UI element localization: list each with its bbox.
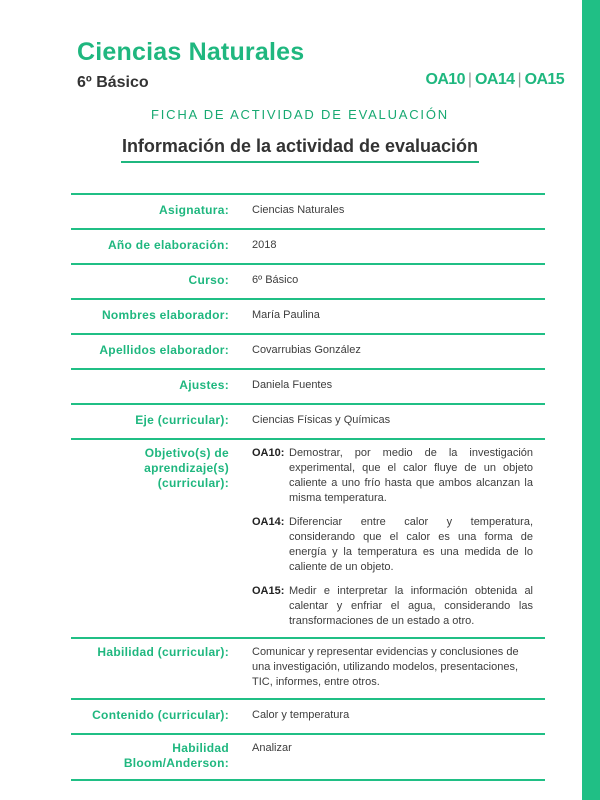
oa-separator: | — [517, 71, 522, 88]
objetivo-item — [252, 446, 545, 506]
table-row — [71, 229, 545, 264]
objetivo-code: OA15: — [252, 585, 285, 597]
objetivo-text: Medir e interpretar la información obtenida al calentar y enfriar el agua, considerando las transformaciones de un estado a otro. — [289, 585, 533, 627]
oa-code: OA10 — [425, 71, 465, 88]
row-label: Ajustes: — [71, 369, 252, 404]
page-title: Información de la actividad de evaluación — [121, 136, 479, 156]
objetivo-item — [252, 584, 545, 629]
subject-title: Ciencias Naturales — [77, 38, 305, 66]
row-value: 6º Básico — [252, 264, 545, 299]
row-value: Daniela Fuentes — [252, 369, 545, 404]
oa-codes — [425, 71, 564, 89]
habilidad-cell — [252, 638, 545, 699]
row-label: Eje (curricular): — [71, 404, 252, 439]
oa-code: OA15 — [524, 71, 564, 88]
ficha-title: FICHA DE ACTIVIDAD DE EVALUACIÓN — [151, 107, 449, 122]
row-value: María Paulina — [252, 299, 545, 334]
row-label: Asignatura: — [71, 194, 252, 229]
bloom-value: Analizar — [252, 742, 292, 754]
grade-label: 6º Básico — [77, 74, 149, 91]
row-label: Año de elaboración: — [71, 229, 252, 264]
objetivos-row — [71, 439, 545, 638]
habilidad-row — [71, 638, 545, 699]
objetivo-item — [252, 515, 545, 575]
objetivos-label: Objetivo(s) de aprendizaje(s) (curricular): — [71, 439, 252, 638]
objetivos-list — [252, 439, 545, 638]
contenido-label: Contenido (curricular): — [71, 699, 252, 734]
table-row — [71, 404, 545, 439]
table-row — [71, 334, 545, 369]
table-row — [71, 264, 545, 299]
row-label: Curso: — [71, 264, 252, 299]
table-row — [71, 194, 545, 229]
row-label: Nombres elaborador: — [71, 299, 252, 334]
habilidad-value: Comunicar y representar evidencias y conclusiones de una investigación, utilizando modelos, presentaciones, TIC, informes, entre otros. — [252, 646, 519, 688]
objetivo-code: OA14: — [252, 516, 285, 528]
table-row — [71, 369, 545, 404]
row-value: 2018 — [252, 229, 545, 264]
contenido-value: Calor y temperatura — [252, 699, 545, 734]
bloom-cell — [252, 734, 545, 780]
habilidad-label: Habilidad (curricular): — [71, 638, 252, 699]
row-label: Apellidos elaborador: — [71, 334, 252, 369]
heading-underline — [121, 161, 479, 163]
bloom-row — [71, 734, 545, 780]
objetivo-text: Demostrar, por medio de la investigación experimental, que el calor fluye de un objeto caliente a uno frío hasta que ambos alcanzan la misma temperatura. — [289, 447, 533, 504]
table-row — [71, 299, 545, 334]
row-value: Covarrubias González — [252, 334, 545, 369]
bloom-label: Habilidad Bloom/Anderson: — [71, 734, 252, 780]
oa-separator: | — [467, 71, 473, 88]
row-value: Ciencias Naturales — [252, 194, 545, 229]
oa-code: OA14 — [475, 71, 515, 88]
objetivo-code: OA10: — [252, 447, 285, 459]
objetivo-text: Diferenciar entre calor y temperatura, considerando que el calor es una forma de energía y la temperatura es una medida de lo caliente de un objeto. — [289, 516, 533, 573]
info-table — [71, 193, 545, 781]
row-value: Ciencias Físicas y Químicas — [252, 404, 545, 439]
contenido-row — [71, 699, 545, 734]
